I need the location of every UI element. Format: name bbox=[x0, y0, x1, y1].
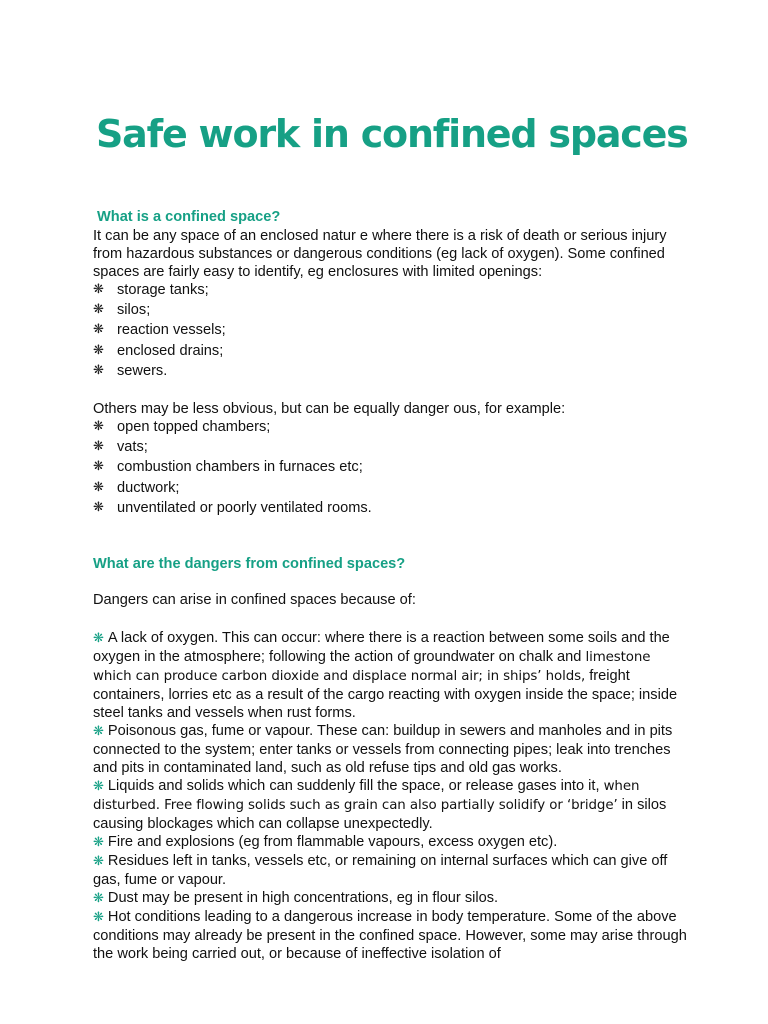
bullet-icon: ❋ bbox=[93, 479, 104, 495]
danger-item-liquids-solids: ❋ Liquids and solids which can suddenly fill the space, or release gases into it, when disturbed. Free flowing solids such as grain can also partially solidify or ‘bridge’ in silos causing blockages which can collapse unexpectedly. bbox=[93, 777, 667, 832]
list-item: ❋ open topped chambers; bbox=[93, 418, 271, 435]
bullet-icon: ❋ bbox=[93, 778, 104, 794]
bullet-icon: ❋ bbox=[93, 322, 104, 338]
list-item: ❋ sewers. bbox=[93, 362, 168, 379]
danger-item-dust: ❋ Dust may be present in high concentrations, eg in flour silos. bbox=[93, 889, 499, 906]
bullet-icon: ❋ bbox=[93, 909, 104, 925]
danger-item-fire-explosions: ❋ Fire and explosions (eg from flammable vapours, excess oxygen etc). bbox=[93, 833, 558, 850]
list-item: ❋ unventilated or poorly ventilated rooms. bbox=[93, 499, 372, 516]
danger-item-lack-of-oxygen: ❋ A lack of oxygen. This can occur: where there is a reaction between some soils and the oxygen in the atmosphere; following the action of groundwater on chalk and limestone which can produce carbon dioxide and displace normal air; in ships’ holds, freight containers, lorries etc as a result of the cargo reacting with oxygen inside the space; inside steel tanks and vessels when rust forms. bbox=[93, 629, 678, 721]
bullet-icon: ❋ bbox=[93, 834, 104, 850]
less-obvious-spaces-list bbox=[93, 418, 693, 517]
bullet-icon: ❋ bbox=[93, 418, 104, 434]
obvious-spaces-list bbox=[93, 281, 693, 380]
danger-item-poisonous-gas: ❋ Poisonous gas, fume or vapour. These can: buildup in sewers and manholes and in pits connected to the system; enter tanks or vessels from connecting pipes; leak into trenches and pits in contaminated land, such as old refuse tips and old gas works. bbox=[93, 722, 673, 776]
document-title: Safe work in confined spaces bbox=[96, 112, 688, 156]
list-item: ❋ combustion chambers in furnaces etc; bbox=[93, 459, 363, 476]
bullet-icon: ❋ bbox=[93, 282, 104, 297]
bullet-icon: ❋ bbox=[93, 342, 104, 358]
list-item: ❋ vats; bbox=[93, 439, 148, 456]
list-item: ❋ storage tanks; bbox=[93, 282, 209, 298]
dangers-intro: Dangers can arise in confined spaces because of: bbox=[93, 591, 416, 608]
section-heading-what-is: What is a confined space? bbox=[97, 209, 281, 225]
bullet-icon: ❋ bbox=[93, 459, 104, 475]
bullet-icon: ❋ bbox=[93, 630, 104, 646]
danger-item-hot-conditions: ❋ Hot conditions leading to a dangerous increase in body temperature. Some of the above conditions may already be present in the confined space. However, some may arise through the work being carried out, or because of ineffective isolation of bbox=[93, 908, 687, 962]
document-body bbox=[93, 208, 693, 963]
bullet-icon: ❋ bbox=[93, 499, 104, 515]
danger-item-residues: ❋ Residues left in tanks, vessels etc, or remaining on internal surfaces which can give off gas, fume or vapour. bbox=[93, 852, 668, 888]
others-paragraph: Others may be less obvious, but can be equally danger ous, for example: bbox=[93, 400, 566, 417]
intro-paragraph: It can be any space of an enclosed natur e where there is a risk of death or serious injury from hazardous substances or dangerous conditions (eg lack of oxygen). Some confined spaces are fairly easy to identify, eg enclosures with limited openings: bbox=[93, 228, 667, 280]
list-item: ❋ silos; bbox=[93, 302, 151, 319]
section-heading-dangers: What are the dangers from confined spaces? bbox=[93, 555, 406, 572]
list-item: ❋ enclosed drains; bbox=[93, 342, 224, 359]
bullet-icon: ❋ bbox=[93, 439, 104, 455]
list-item: ❋ ductwork; bbox=[93, 479, 180, 496]
list-item: ❋ reaction vessels; bbox=[93, 322, 226, 339]
bullet-icon: ❋ bbox=[93, 890, 104, 906]
bullet-icon: ❋ bbox=[93, 723, 104, 739]
bullet-icon: ❋ bbox=[93, 362, 104, 378]
bullet-icon: ❋ bbox=[93, 853, 104, 869]
bullet-icon: ❋ bbox=[93, 302, 104, 318]
